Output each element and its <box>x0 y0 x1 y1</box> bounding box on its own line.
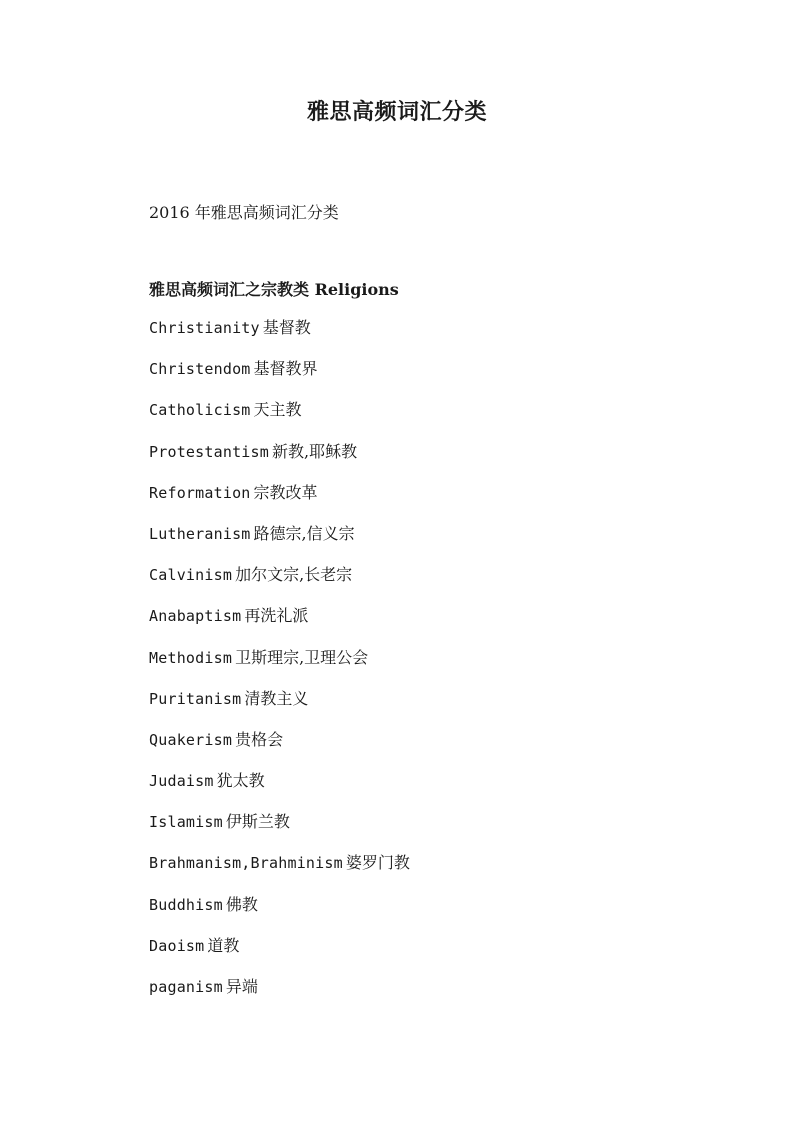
chinese-term: 伊斯兰教 <box>225 812 290 832</box>
chinese-term: 贵格会 <box>235 729 284 749</box>
vocabulary-entry <box>149 770 410 811</box>
chinese-term: 再洗礼派 <box>244 606 309 626</box>
vocabulary-list <box>149 317 410 1017</box>
chinese-term: 路德宗,信义宗 <box>253 523 355 543</box>
chinese-term: 犹太教 <box>216 771 265 791</box>
document-subtitle: 2016 年雅思高频词汇分类 <box>149 203 339 222</box>
english-term: Brahmanism,Brahminism <box>149 854 343 873</box>
vocabulary-entry <box>149 894 410 935</box>
english-term: Methodism <box>149 648 233 667</box>
english-term: Catholicism <box>149 401 251 420</box>
chinese-term: 道教 <box>207 935 240 955</box>
english-term: Buddhism <box>149 895 223 914</box>
vocabulary-entry <box>149 852 410 893</box>
english-term: Quakerism <box>149 730 233 749</box>
chinese-term: 佛教 <box>225 894 258 914</box>
vocabulary-entry <box>149 358 410 399</box>
vocabulary-entry <box>149 523 410 564</box>
english-term: Christianity <box>149 319 260 337</box>
vocabulary-entry <box>149 729 410 770</box>
document-title: 雅思高频词汇分类 <box>306 99 487 125</box>
vocabulary-entry <box>149 564 410 605</box>
english-term: Calvinism <box>149 566 233 585</box>
chinese-term: 宗教改革 <box>253 482 318 502</box>
english-term: Anabaptism <box>149 607 242 626</box>
chinese-term: 异端 <box>225 977 258 996</box>
vocabulary-entry <box>149 441 410 482</box>
chinese-term: 基督教 <box>262 318 311 337</box>
section-heading: 雅思高频词汇之宗教类 Religions <box>149 280 399 299</box>
english-term: Daoism <box>149 936 205 955</box>
vocabulary-entry <box>149 482 410 523</box>
chinese-term: 基督教界 <box>253 359 318 379</box>
vocabulary-entry <box>149 647 410 688</box>
vocabulary-entry <box>149 605 410 646</box>
english-term: paganism <box>149 978 223 996</box>
chinese-term: 卫斯理宗,卫理公会 <box>235 647 369 667</box>
english-term: Puritanism <box>149 689 242 708</box>
vocabulary-entry <box>149 935 410 976</box>
chinese-term: 清教主义 <box>244 688 309 708</box>
vocabulary-entry <box>149 317 410 358</box>
chinese-term: 新教,耶稣教 <box>272 441 358 461</box>
english-term: Judaism <box>149 772 214 791</box>
english-term: Lutheranism <box>149 524 251 543</box>
english-term: Islamism <box>149 813 223 832</box>
chinese-term: 婆罗门教 <box>345 853 410 873</box>
chinese-term: 天主教 <box>253 400 302 420</box>
vocabulary-entry <box>149 399 410 440</box>
vocabulary-entry <box>149 811 410 852</box>
vocabulary-entry <box>149 976 410 1017</box>
vocabulary-entry <box>149 688 410 729</box>
chinese-term: 加尔文宗,长老宗 <box>235 565 353 585</box>
english-term: Christendom <box>149 360 251 379</box>
english-term: Reformation <box>149 483 251 502</box>
english-term: Protestantism <box>149 442 269 461</box>
